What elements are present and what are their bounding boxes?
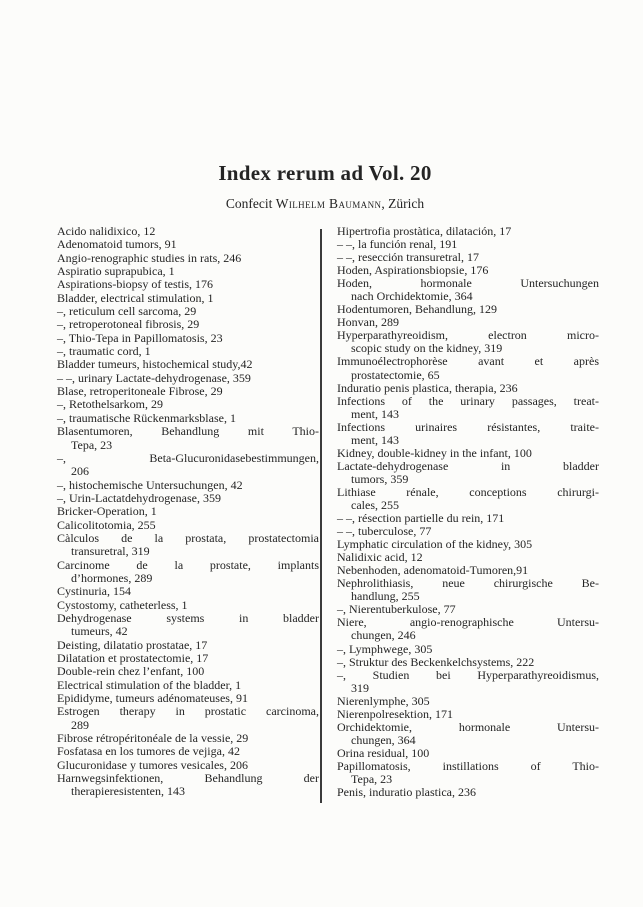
- index-entry-line: Nalidixic acid, 12: [337, 550, 423, 565]
- index-entry: [57, 585, 319, 598]
- index-entry: [57, 665, 319, 678]
- index-entry: [337, 708, 599, 721]
- index-entry: [57, 225, 319, 238]
- index-entry-line: Bladder tumeurs, histochemical study,42: [57, 357, 253, 372]
- index-entry-line: nach Orchidektomie, 364: [351, 289, 473, 304]
- index-entry-line: Harnwegsinfektionen, Behandlung der: [57, 771, 319, 786]
- page-title: Index rerum ad Vol. 20: [218, 161, 432, 185]
- index-entry: [57, 705, 319, 732]
- index-entry-line: tumors, 359: [351, 471, 409, 486]
- index-entry: [57, 238, 319, 251]
- index-entry-line: Penis, induratio plastica, 236: [337, 785, 476, 800]
- index-entry: [57, 372, 319, 385]
- index-entry: [337, 486, 599, 512]
- index-entry-line: Angio-renographic studies in rats, 246: [57, 250, 242, 265]
- index-entry-line: –, traumatische Rückenmarksblase, 1: [57, 410, 236, 425]
- index-entry-line: ment, 143: [351, 432, 399, 447]
- index-entry: [57, 332, 319, 345]
- index-entry-line: handlung, 255: [351, 589, 420, 604]
- index-entry-line: Infections urinaires résistantes, traite-: [337, 419, 599, 434]
- index-entry-line: Electrical stimulation of the bladder, 1: [57, 677, 242, 692]
- index-entry-line: ment, 143: [351, 406, 399, 421]
- index-entry-line: –, Lymphwege, 305: [337, 641, 433, 656]
- subtitle-suffix: , Zürich: [381, 196, 425, 211]
- index-entry: [57, 559, 319, 586]
- index-entry-line: – –, resección transuretral, 17: [337, 250, 479, 265]
- index-entry: [337, 395, 599, 421]
- index-entry-line: Nephrolithiasis, neue chirurgische Be-: [337, 576, 599, 591]
- index-entry-line: prostatectomie, 65: [351, 367, 440, 382]
- index-entry-line: Papillomatosis, instillations of Thio-: [337, 758, 599, 773]
- index-entry: [337, 643, 599, 656]
- index-entry: [57, 425, 319, 452]
- index-entry-line: Estrogen therapy in prostatic carcinoma,: [57, 704, 319, 719]
- index-entry-line: – –, résection partielle du rein, 171: [337, 511, 505, 526]
- subtitle-author-name: Wilhelm Baumann: [275, 196, 382, 211]
- index-entry: [57, 305, 319, 318]
- index-entry-line: Bladder, electrical stimulation, 1: [57, 290, 214, 305]
- index-entry-line: –, Studien bei Hyperparathyreoidismus,: [337, 667, 599, 682]
- index-entry-line: – –, tuberculose, 77: [337, 524, 432, 539]
- index-entry-line: Epididyme, tumeurs adénomateuses, 91: [57, 691, 248, 706]
- index-entry-line: Aspirations-biopsy of testis, 176: [57, 277, 213, 292]
- index-entry-line: d’hormones, 289: [71, 570, 153, 585]
- index-entry: [57, 679, 319, 692]
- index-entry: [57, 265, 319, 278]
- index-entry: [57, 252, 319, 265]
- index-entry: [57, 692, 319, 705]
- index-entry-line: Kidney, double-kidney in the infant, 100: [337, 445, 532, 460]
- index-entry-line: Orchidektomie, hormonale Untersu-: [337, 719, 599, 734]
- index-entry: [337, 277, 599, 303]
- index-entry-line: Hoden, Aspirationsbiopsie, 176: [337, 263, 489, 278]
- index-entry: [57, 292, 319, 305]
- index-entry-line: Blase, retroperitoneale Fibrose, 29: [57, 384, 223, 399]
- index-entry-line: Dilatation et prostatectomie, 17: [57, 651, 209, 665]
- index-entry-line: Aspiratio suprapubica, 1: [57, 264, 175, 279]
- index-entry-line: –, Nierentuberkulose, 77: [337, 602, 456, 617]
- index-entry: [337, 656, 599, 669]
- index-entry-line: Càlculos de la prostata, prostatectomia: [57, 530, 319, 545]
- index-entry: [337, 616, 599, 642]
- index-entry: [337, 329, 599, 355]
- page-subtitle: [50, 196, 600, 212]
- index-entry-line: chungen, 364: [351, 732, 416, 747]
- index-entry-line: scopic study on the kidney, 319: [351, 341, 503, 356]
- index-entry-line: Glucuronidase y tumores vesicales, 206: [57, 757, 248, 772]
- index-entry: [57, 612, 319, 639]
- index-entry-line: Nierenpolresektion, 171: [337, 706, 453, 721]
- index-entry-line: –, Urin-Lactatdehydrogenase, 359: [57, 490, 221, 505]
- index-entry: [57, 318, 319, 331]
- index-entry-line: therapieresistenten, 143: [71, 784, 185, 799]
- index-entry: [57, 759, 319, 772]
- index-entry-line: Blasentumoren, Behandlung mit Thio-: [57, 424, 319, 439]
- index-entry: [57, 532, 319, 559]
- index-entry-line: Double-rein chez l’enfant, 100: [57, 664, 205, 679]
- index-entry-line: – –, la función renal, 191: [337, 237, 458, 252]
- index-entry-line: Acido nalidixico, 12: [57, 224, 156, 238]
- index-entry: [337, 669, 599, 695]
- index-entry: [57, 639, 319, 652]
- index-entry: [57, 492, 319, 505]
- index-entry-line: –, Beta-Glucuronidasebestimmungen,: [57, 450, 319, 465]
- index-entry-line: Induratio penis plastica, therapia, 236: [337, 380, 518, 395]
- index-entry: [57, 519, 319, 532]
- index-entry-line: 206: [71, 464, 89, 479]
- index-entry: [57, 479, 319, 492]
- index-entry-line: Tepa, 23: [351, 771, 393, 786]
- column-divider: [320, 229, 322, 803]
- index-entry-line: Hyperparathyreoidism, electron micro-: [337, 328, 599, 343]
- index-entry-line: Lithiase rénale, conceptions chirurgi-: [337, 484, 599, 499]
- index-entry: [57, 385, 319, 398]
- index-entry: [337, 421, 599, 447]
- index-left-column: [57, 225, 319, 799]
- index-entry-line: chungen, 246: [351, 628, 416, 643]
- index-entry-line: 289: [71, 717, 89, 732]
- index-entry-line: Hodentumoren, Behandlung, 129: [337, 302, 497, 317]
- index-entry-line: –, retroperotoneal fibrosis, 29: [57, 317, 200, 332]
- index-entry-line: Hoden, hormonale Untersuchungen: [337, 276, 599, 291]
- index-entry: [57, 652, 319, 665]
- index-entry: [337, 760, 599, 786]
- index-entry: [57, 345, 319, 358]
- index-entry-line: Infections of the urinary passages, treat-: [337, 393, 599, 408]
- index-entry-line: Tepa, 23: [71, 437, 113, 452]
- index-entry-line: Calicolitotomia, 255: [57, 517, 156, 532]
- index-entry: [57, 412, 319, 425]
- index-entry-line: –, histochemische Untersuchungen, 42: [57, 477, 243, 492]
- index-entry-line: Dehydrogenase systems in bladder: [57, 610, 319, 625]
- index-entry: [57, 398, 319, 411]
- index-entry-line: Deisting, dilatatio prostatae, 17: [57, 637, 208, 652]
- index-entry: [57, 772, 319, 799]
- index-entry: [57, 358, 319, 371]
- index-entry-line: Cystostomy, catheterless, 1: [57, 597, 188, 612]
- index-entry: [57, 505, 319, 518]
- index-entry-line: Nierenlymphe, 305: [337, 693, 430, 708]
- index-entry-line: transuretral, 319: [71, 544, 150, 559]
- index-entry-line: Nebenhoden, adenomatoid-Tumoren,91: [337, 563, 529, 578]
- index-entry-line: Niere, angio-renographische Untersu-: [337, 615, 599, 630]
- index-entry-line: Bricker-Operation, 1: [57, 504, 157, 519]
- index-entry-line: Orina residual, 100: [337, 745, 430, 760]
- index-entry-line: –, Retothelsarkom, 29: [57, 397, 163, 412]
- index-entry-line: Lactate-dehydrogenase in bladder: [337, 458, 599, 473]
- index-entry-line: Fibrose rétropéritonéale de la vessie, 29: [57, 731, 249, 746]
- index-entry: [57, 599, 319, 612]
- index-entry-line: Immunoélectrophorèse avant et après: [337, 354, 599, 369]
- index-entry-line: –, traumatic cord, 1: [57, 344, 151, 359]
- index-entry: [57, 745, 319, 758]
- subtitle-prefix: Confecit: [225, 196, 276, 211]
- index-entry: [337, 460, 599, 486]
- index-entry: [337, 695, 599, 708]
- index-entry-line: –, Thio-Tepa in Papillomatosis, 23: [57, 330, 223, 345]
- index-entry: [337, 447, 599, 460]
- index-entry: [57, 732, 319, 745]
- index-entry-line: 319: [351, 680, 369, 695]
- index-entry-line: tumeurs, 42: [71, 624, 128, 639]
- index-entry: [337, 355, 599, 381]
- index-entry-line: Hipertrofia prostàtica, dilatación, 17: [337, 224, 512, 238]
- index-entry-line: Cystinuria, 154: [57, 584, 131, 599]
- index-entry-line: –, Struktur des Beckenkelchsystems, 222: [337, 654, 535, 669]
- index-entry: [57, 452, 319, 479]
- index-entry: [337, 747, 599, 760]
- index-entry: [337, 577, 599, 603]
- index-entry: [337, 786, 599, 799]
- index-entry-line: Honvan, 289: [337, 315, 399, 330]
- index-entry-line: –, reticulum cell sarcoma, 29: [57, 304, 197, 319]
- index-entry-line: Lymphatic circulation of the kidney, 305: [337, 537, 533, 552]
- index-right-column: [337, 225, 599, 799]
- index-entry-line: Carcinome de la prostate, implants: [57, 557, 319, 572]
- index-entry: [337, 721, 599, 747]
- index-entry: [57, 278, 319, 291]
- index-entry-line: Adenomatoid tumors, 91: [57, 237, 177, 252]
- index-entry: [337, 382, 599, 395]
- index-entry-line: – –, urinary Lactate-dehydrogenase, 359: [57, 370, 251, 385]
- index-entry-line: cales, 255: [351, 497, 399, 512]
- index-entry-line: Fosfatasa en los tumores de vejiga, 42: [57, 744, 240, 759]
